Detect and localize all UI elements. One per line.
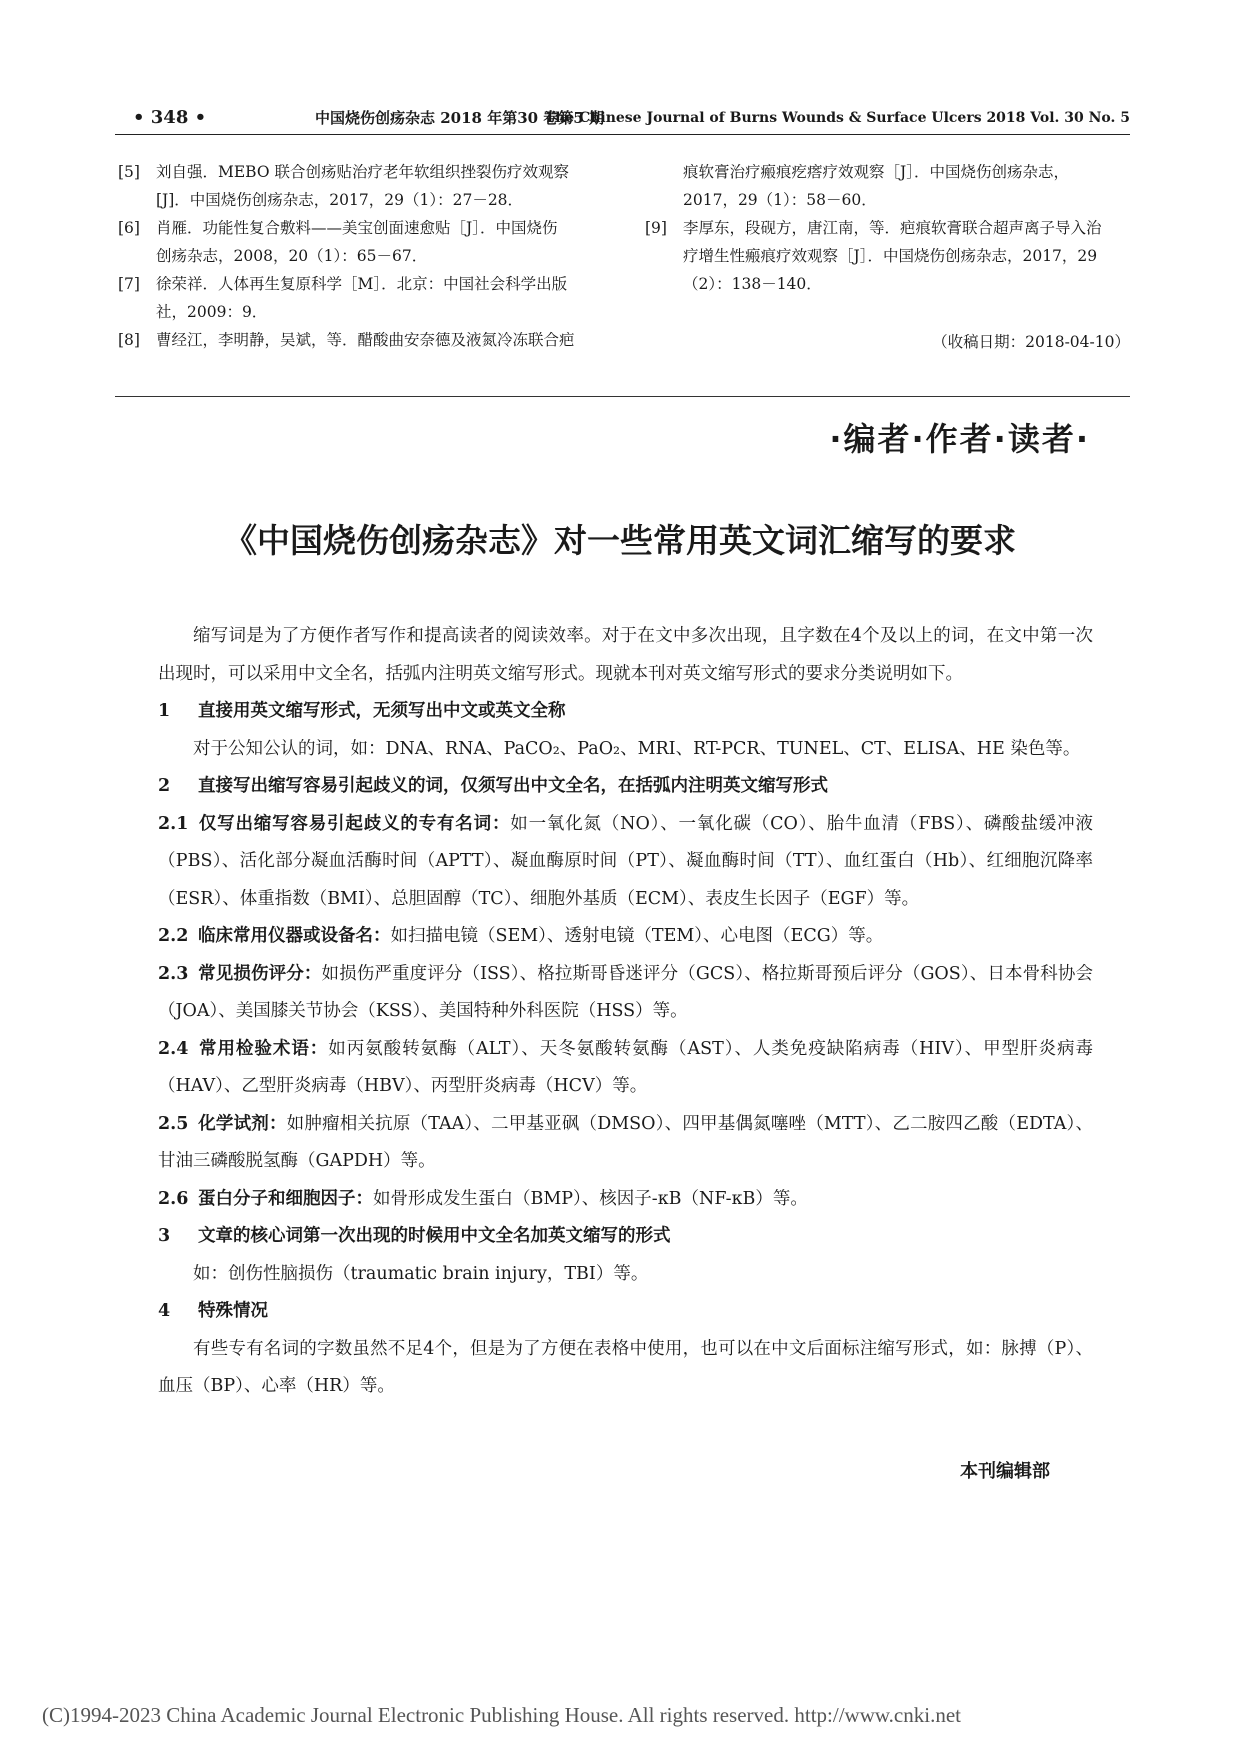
reference-text-continued: 社，2009：9． (156, 303, 268, 321)
subsection-text: 如肿瘤相关抗原（TAA）、二甲基亚砜（DMSO）、四甲基偶氮噻唑（MTT）、乙二胺四乙酸（EDTA）、甘油三磷酸脱氢酶（GAPDH）等。 (158, 1113, 1093, 1171)
section-divider (115, 396, 1130, 397)
journal-title-cn: 中国烧伤创疡杂志 2018 年第30 卷第5 期 (315, 109, 604, 127)
reference-number: [5] (118, 163, 140, 181)
subsection-text: 如扫描电镜（SEM）、透射电镜（TEM）、心电图（ECG）等。 (390, 926, 884, 946)
journal-title-en: The Chinese Journal of Burns Wounds & Surface Ulcers 2018 Vol. 30 No. 5 (544, 110, 1130, 126)
reference-text-continued: 疗增生性瘢痕疗效观察［J］．中国烧伤创疡杂志，2017，29 (683, 247, 1098, 265)
subsection-2-4 (158, 1031, 1093, 1106)
subsection-label: 化学试剂： (198, 1113, 287, 1134)
subsection-2-6 (158, 1181, 1093, 1219)
column-heading: ·编者·作者·读者· (829, 420, 1090, 458)
subsection-text: 如骨形成发生蛋白（BMP）、核因子-κB（NF-κB）等。 (373, 1188, 808, 1209)
section-heading-1 (158, 693, 1093, 731)
subsection-number: 2.1 (158, 813, 189, 834)
copyright-footer: (C)1994-2023 China Academic Journal Electronic Publishing House. All rights reserved. http://www.cnki.net (42, 1703, 961, 1727)
subsection-2-1 (158, 806, 1093, 919)
reference-text-continued: [J]．中国烧伤创疡杂志，2017，29（1）：27－28． (156, 191, 524, 209)
section-heading-2 (158, 768, 1093, 806)
section-heading-3 (158, 1218, 1093, 1256)
section-number: 4 (158, 1301, 171, 1321)
reference-number: [7] (118, 275, 140, 293)
section-title: 直接用英文缩写形式，无须写出中文或英文全称 (198, 701, 566, 721)
section-number: 3 (158, 1226, 171, 1246)
subsection-label: 常见损伤评分： (198, 963, 322, 984)
reference-number: [8] (118, 331, 140, 349)
section-1-text: 对于公知公认的词，如：DNA、RNA、PaCO₂、PaO₂、MRI、RT-PCR、TUNEL、CT、ELISA、HE 染色等。 (193, 738, 1081, 759)
section-4-text: 有些专有名词的字数虽然不足4个，但是为了方便在表格中使用，也可以在中文后面标注缩写形式，如：脉搏（P）、血压（BP）、心率（HR）等。 (158, 1338, 1093, 1396)
reference-text-continued: 2017，29（1）：58－60． (683, 191, 877, 209)
section-title: 文章的核心词第一次出现的时候用中文全名加英文缩写的形式 (198, 1226, 671, 1246)
page-header (115, 104, 1130, 135)
reference-number: [6] (118, 219, 140, 237)
signature-editorial-office: 本刊编辑部 (960, 1461, 1050, 1482)
subsection-2-2 (158, 918, 1093, 956)
subsection-2-3 (158, 956, 1093, 1031)
reference-text-continued: 痕软膏治疗瘢痕疙瘩疗效观察［J］．中国烧伤创疡杂志， (683, 163, 1069, 181)
article-body (158, 618, 1093, 1406)
section-heading-4 (158, 1293, 1093, 1331)
subsection-label: 常用检验术语： (198, 1038, 329, 1059)
reference-item (118, 214, 603, 242)
subsection-label: 仅写出缩写容易引起歧义的专有名词： (198, 813, 511, 834)
reference-number: [9] (645, 219, 667, 237)
article-title: 《中国烧伤创疡杂志》对一些常用英文词汇缩写的要求 (224, 521, 1016, 560)
reference-text: 徐荣祥．人体再生复原科学［M］．北京：中国社会科学出版 (156, 275, 568, 293)
subsection-label: 蛋白分子和细胞因子： (198, 1188, 373, 1209)
subsection-text: 如损伤严重度评分（ISS）、格拉斯哥昏迷评分（GCS）、格拉斯哥预后评分（GOS）、日本骨科协会（JOA）、美国膝关节协会（KSS）、美国特种外科医院（HSS）等。 (158, 963, 1093, 1021)
reference-item (118, 270, 603, 298)
reference-text-continued: 创疡杂志，2008，20（1）：65－67． (156, 247, 428, 265)
page-number: • 348 • (133, 107, 207, 128)
reference-item (118, 158, 603, 186)
section-number: 1 (158, 701, 171, 721)
intro-paragraph: 缩写词是为了方便作者写作和提高读者的阅读效率。对于在文中多次出现，且字数在4个及以上的词，在文中第一次出现时，可以采用中文全名，括弧内注明英文缩写形式。现就本刊对英文缩写形式的要求分类说明如下。 (158, 626, 1093, 684)
reference-item (645, 214, 1135, 242)
subsection-text: 如丙氨酸转氨酶（ALT）、天冬氨酸转氨酶（AST）、人类免疫缺陷病毒（HIV）、甲型肝炎病毒（HAV）、乙型肝炎病毒（HBV）、丙型肝炎病毒（HCV）等。 (158, 1038, 1093, 1096)
section-title: 特殊情况 (198, 1301, 268, 1321)
received-date: （收稿日期：2018-04-10） (932, 333, 1130, 351)
reference-item (118, 326, 603, 354)
subsection-number: 2.6 (158, 1188, 189, 1209)
reference-text: 刘自强．MEBO 联合创疡贴治疗老年软组织挫裂伤疗效观察 (156, 163, 569, 181)
subsection-number: 2.4 (158, 1038, 189, 1059)
subsection-number: 2.5 (158, 1113, 189, 1134)
reference-text: 曹经江，李明静，吴斌，等．醋酸曲安奈德及液氮冷冻联合疤 (156, 331, 575, 349)
subsection-text: 如一氧化氮（NO）、一氧化碳（CO）、胎牛血清（FBS）、磷酸盐缓冲液（PBS）、活化部分凝血活酶时间（APTT）、凝血酶原时间（PT）、凝血酶时间（TT）、血红蛋白（Hb）、红细胞沉降率（ESR）、体重指数（BMI）、总胆固醇（TC）、细胞外基质（ECM）、表皮生长因子（EGF）等。 (158, 813, 1094, 909)
section-title: 直接写出缩写容易引起歧义的词，仅须写出中文全名，在括弧内注明英文缩写形式 (198, 776, 828, 796)
references-right-column (645, 158, 1135, 298)
reference-text: 李厚东，段砚方，唐江南，等．疤痕软膏联合超声离子导入治 (683, 219, 1102, 237)
subsection-2-5 (158, 1106, 1093, 1181)
section-3-text: 如：创伤性脑损伤（traumatic brain injury，TBI）等。 (193, 1263, 649, 1284)
reference-text-continued: （2）：138－140． (683, 275, 822, 293)
subsection-number: 2.3 (158, 963, 189, 984)
subsection-label: 临床常用仪器或设备名： (198, 926, 391, 946)
section-number: 2 (158, 776, 171, 796)
references-left-column (118, 158, 603, 354)
subsection-number: 2.2 (158, 926, 189, 946)
reference-text: 肖雁．功能性复合敷料——美宝创面速愈贴［J］．中国烧伤 (156, 219, 558, 237)
